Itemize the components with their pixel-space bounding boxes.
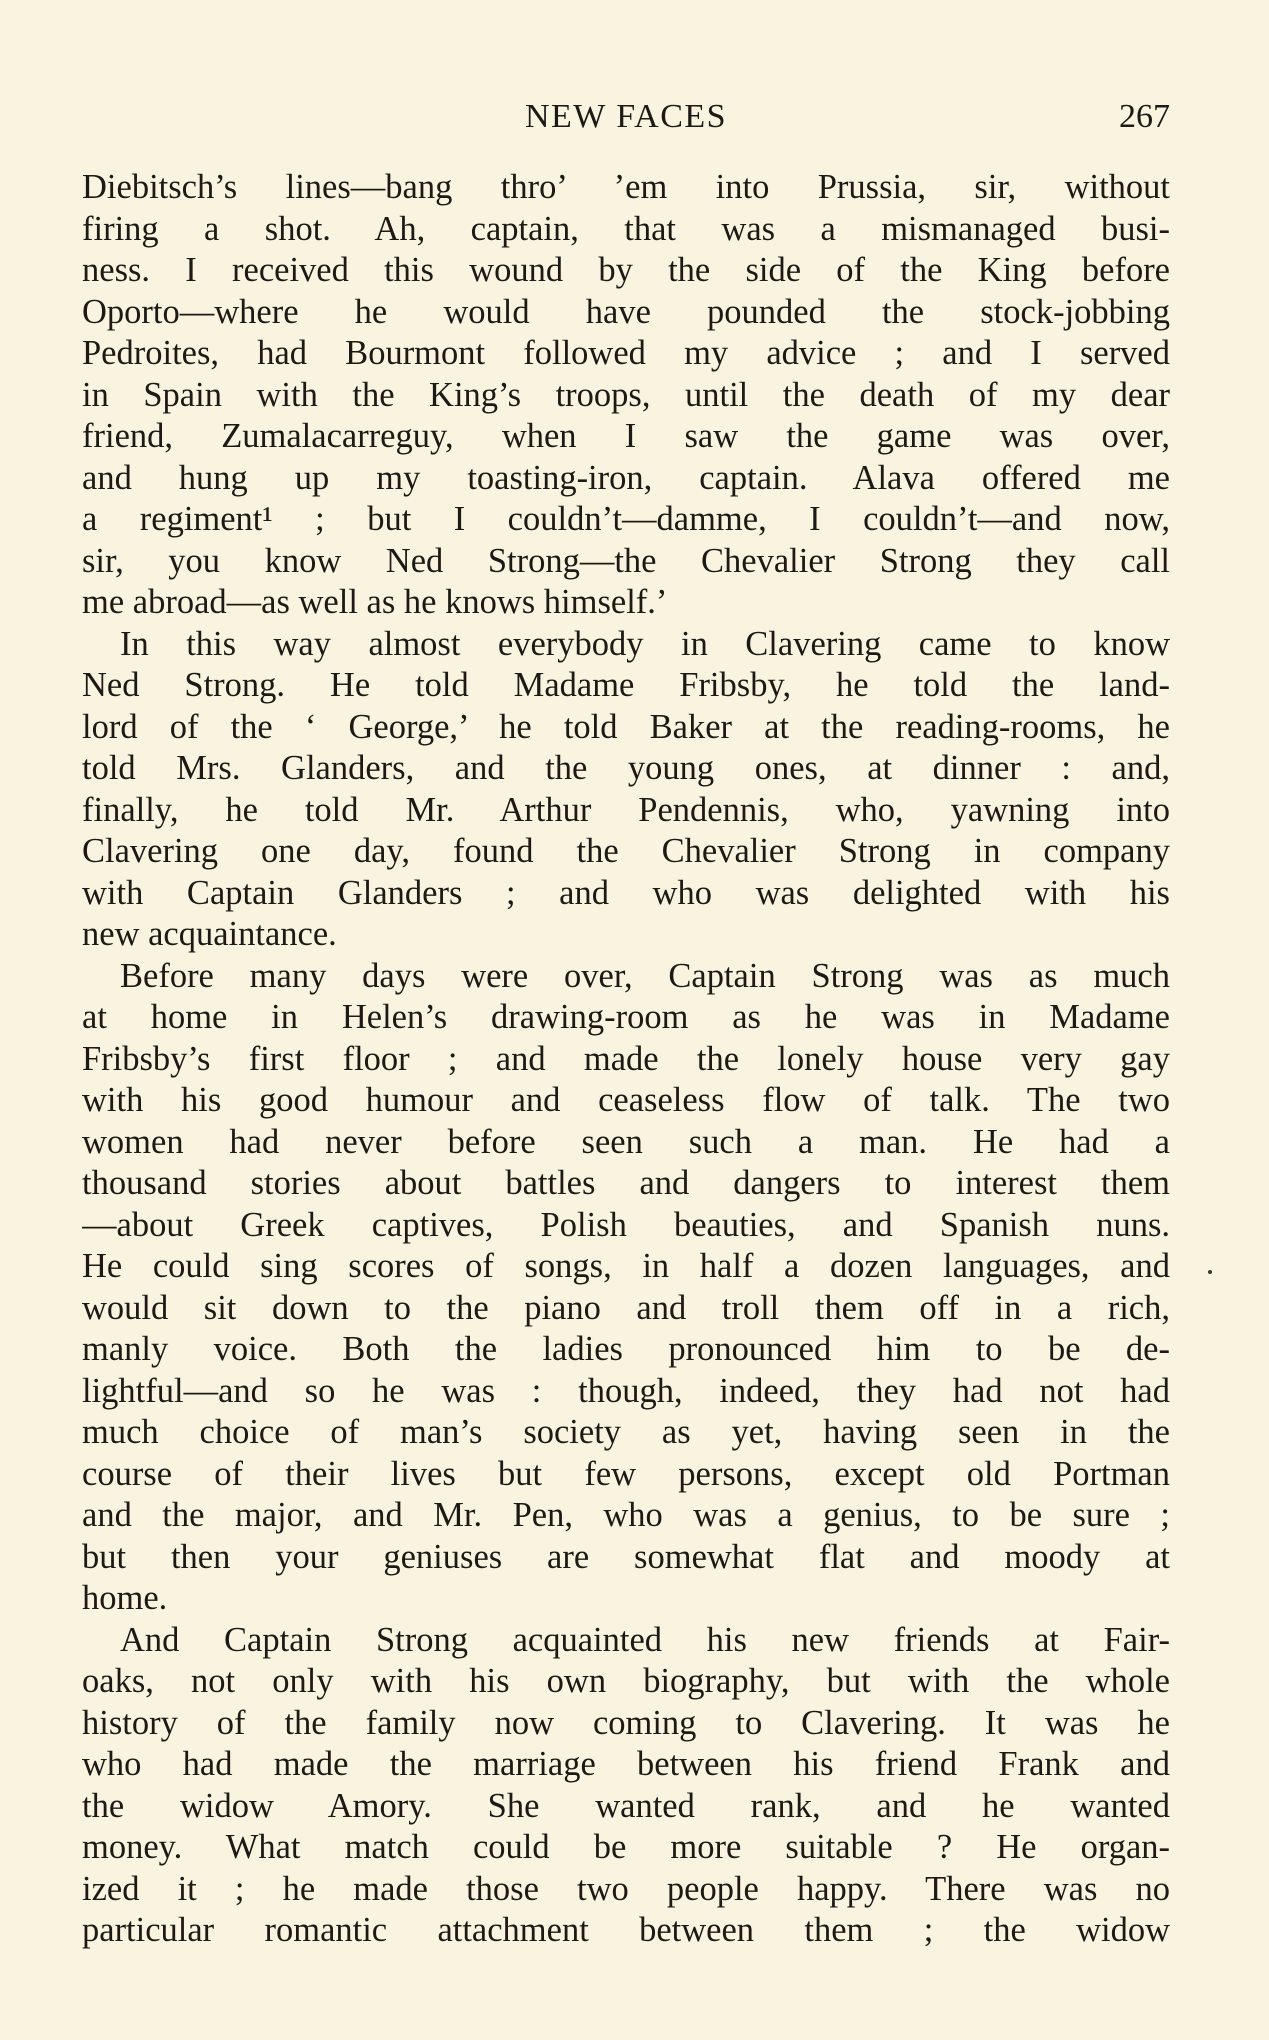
text-line: home.	[82, 1579, 168, 1617]
text-line: would sit down to the piano and troll them off in a rich,	[82, 1288, 1170, 1327]
text-line: ness. I received this wound by the side of the King before	[82, 251, 1170, 289]
text-line: And Captain Strong acquainted his new friends at Fair-	[120, 1620, 1170, 1659]
running-title: NEW FACES	[524, 98, 728, 135]
text-line: money. What match could be more suitable ? He organ-	[82, 1828, 1170, 1866]
running-head	[82, 92, 1170, 142]
text-line: Clavering one day, found the Chevalier Strong in company	[82, 832, 1170, 870]
text-line: particular romantic attachment between them ; the widow	[82, 1911, 1170, 1949]
text-line: in Spain with the King’s troops, until the death of my dear	[82, 375, 1170, 414]
text-line: at home in Helen’s drawing-room as he was in Madame	[82, 998, 1170, 1036]
text-line: manly voice. Both the ladies pronounced him to be de-	[82, 1330, 1170, 1368]
text-line: friend, Zumalacarreguy, when I saw the game was over,	[82, 417, 1170, 455]
text-line: Ned Strong. He told Madame Fribsby, he told the land-	[82, 666, 1170, 704]
text-line: lord of the ‘ George,’ he told Baker at the reading-rooms, he	[82, 707, 1170, 746]
text-line: Fribsby’s first floor ; and made the lonely house very gay	[82, 1039, 1170, 1078]
text-line: new acquaintance.	[82, 915, 337, 953]
text-line: oaks, not only with his own biography, but with the whole	[82, 1662, 1170, 1700]
text-line: course of their lives but few persons, except old Portman	[82, 1454, 1170, 1493]
text-line: me abroad—as well as he knows himself.’	[82, 583, 668, 621]
text-line: a regiment¹ ; but I couldn’t—damme, I couldn’t—and now,	[82, 500, 1170, 538]
text-line: ized it ; he made those two people happy. There was no	[82, 1869, 1170, 1908]
body-text	[82, 167, 1170, 1952]
text-line: women had never before seen such a man. He had a	[82, 1122, 1170, 1161]
text-line: Before many days were over, Captain Strong was as much	[120, 956, 1170, 995]
text-line: sir, you know Ned Strong—the Chevalier Strong they call	[82, 541, 1170, 580]
text-line: finally, he told Mr. Arthur Pendennis, who, yawning into	[82, 790, 1170, 829]
text-line: Oporto—where he would have pounded the stock-jobbing	[82, 292, 1170, 331]
text-line: much choice of man’s society as yet, having seen in the	[82, 1413, 1170, 1451]
text-line: In this way almost everybody in Clavering came to know	[120, 624, 1170, 663]
text-line: history of the family now coming to Clavering. It was he	[82, 1703, 1170, 1742]
text-line: but then your geniuses are somewhat flat and moody at	[82, 1537, 1170, 1576]
text-line: told Mrs. Glanders, and the young ones, at dinner : and,	[82, 749, 1170, 787]
text-line: Diebitsch’s lines—bang thro’ ’em into Prussia, sir, without	[82, 168, 1170, 206]
text-line: with his good humour and ceaseless flow of talk. The two	[82, 1081, 1170, 1119]
text-line: lightful—and so he was : though, indeed, they had not had	[82, 1371, 1170, 1410]
text-line: Pedroites, had Bourmont followed my advice ; and I served	[82, 334, 1170, 372]
text-line: who had made the marriage between his friend Frank and	[82, 1745, 1170, 1783]
text-line: —about Greek captives, Polish beauties, and Spanish nuns.	[82, 1205, 1170, 1244]
text-line: and the major, and Mr. Pen, who was a genius, to be sure ;	[82, 1496, 1170, 1534]
text-line: with Captain Glanders ; and who was delighted with his	[82, 873, 1170, 912]
text-line: He could sing scores of songs, in half a dozen languages, and	[82, 1247, 1170, 1285]
text-line: and hung up my toasting-iron, captain. Alava offered me	[82, 458, 1170, 497]
page-number: 267	[1119, 98, 1170, 135]
stray-mark	[1208, 1270, 1212, 1274]
text-line: firing a shot. Ah, captain, that was a mismanaged busi-	[82, 209, 1170, 248]
text-line: the widow Amory. She wanted rank, and he wanted	[82, 1786, 1170, 1825]
text-line: thousand stories about battles and dangers to interest them	[82, 1164, 1170, 1202]
